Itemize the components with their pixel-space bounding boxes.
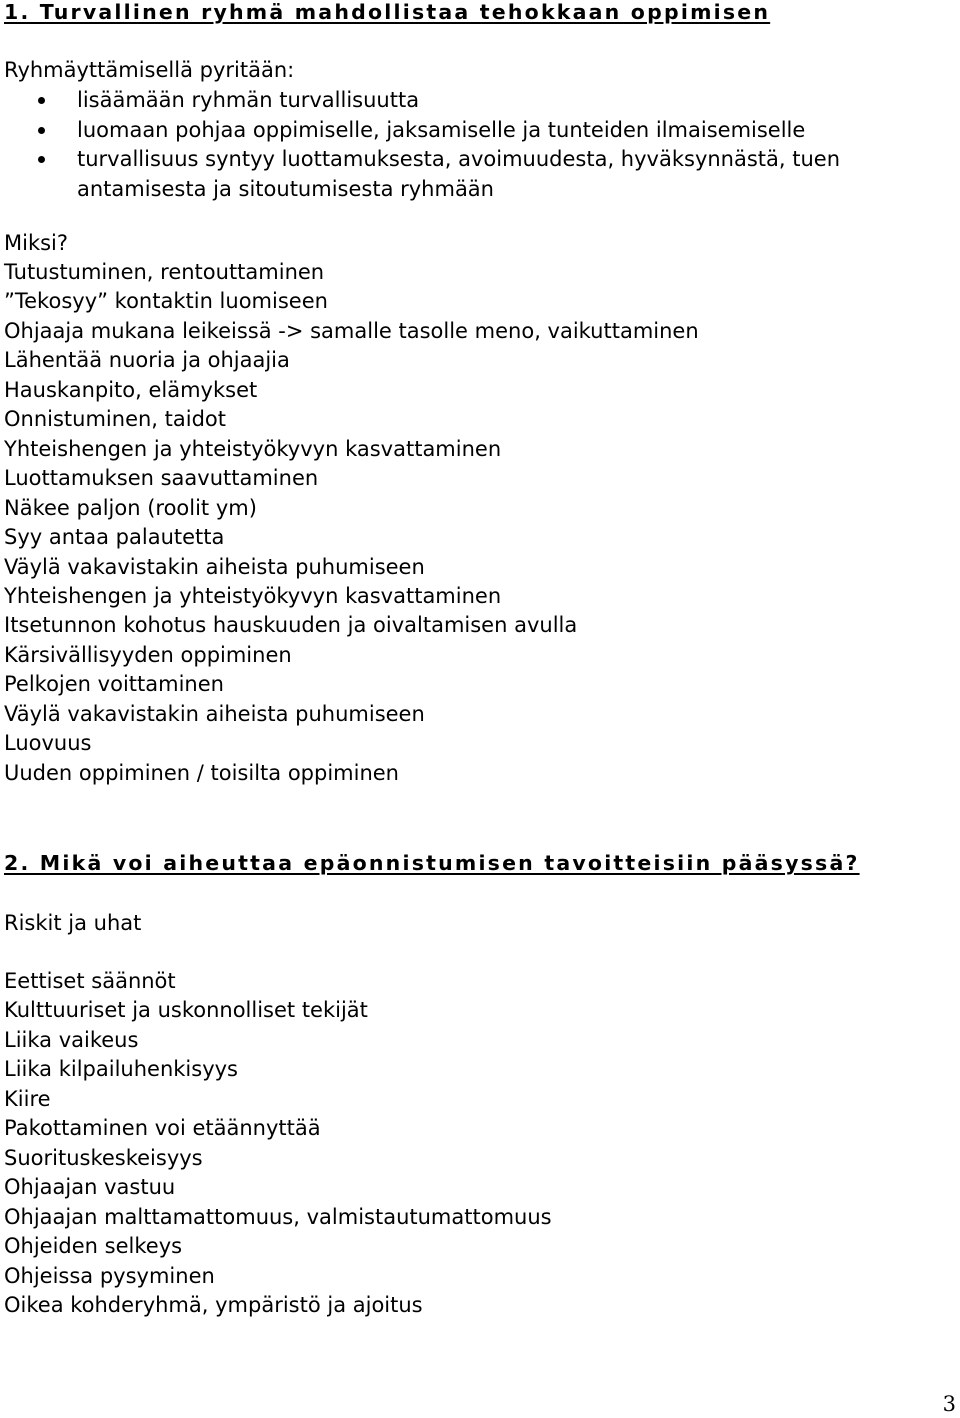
list-item: Pelkojen voittaminen — [4, 672, 224, 697]
list-item: Yhteishengen ja yhteistyökyvyn kasvattaminen — [4, 436, 502, 461]
risks-label: Riskit ja uhat — [4, 911, 142, 935]
list-item: Oikea kohderyhmä, ympäristö ja ajoitus — [4, 1292, 423, 1317]
section-1-intro: Ryhmäyttämisellä pyritään: — [4, 58, 295, 82]
list-item: Pakottaminen voi etäännyttää — [4, 1116, 321, 1141]
list-item: Tutustuminen, rentouttaminen — [4, 260, 325, 284]
list-item: Luottamuksen saavuttaminen — [4, 466, 319, 491]
list-item: Uuden oppiminen / toisilta oppiminen — [4, 760, 399, 785]
risk-list — [4, 967, 552, 1320]
bullet-item — [0, 116, 960, 146]
list-item: Väylä vakavistakin aiheista puhumiseen — [4, 554, 425, 579]
bullet-text: lisäämään ryhmän turvallisuutta — [77, 88, 420, 112]
list-item: ”Tekosyy” kontaktin luomiseen — [4, 289, 328, 314]
page-number: 3 — [942, 1392, 956, 1416]
list-item: Onnistuminen, taidot — [4, 407, 226, 432]
list-item: Ohjeissa pysyminen — [4, 1263, 215, 1288]
section-2-heading: 2. Mikä voi aiheuttaa epäonnistumisen tavoitteisiin pääsyssä? — [4, 851, 860, 875]
list-item: Näkee paljon (roolit ym) — [4, 495, 257, 520]
list-item: Suorituskeskeisyys — [4, 1145, 203, 1170]
list-item: Ohjeiden selkeys — [4, 1234, 183, 1259]
list-item: Itsetunnon kohotus hauskuuden ja oivaltamisen avulla — [4, 613, 578, 638]
bullet-text: luomaan pohjaa oppimiselle, jaksamiselle ja tunteiden ilmaisemiselle — [77, 117, 806, 142]
list-item: Kärsivällisyyden oppiminen — [4, 642, 292, 667]
bullet-text: turvallisuus syntyy luottamuksesta, avoimuudesta, hyväksynnästä, tuen antamisesta ja sitoutumisesta ryhmään — [77, 147, 841, 201]
list-item: Ohjaajan malttamattomuus, valmistautumattomuus — [4, 1204, 552, 1229]
list-item: Ohjaajan vastuu — [4, 1175, 176, 1200]
why-list — [4, 258, 699, 788]
list-item: Väylä vakavistakin aiheista puhumiseen — [4, 701, 425, 726]
why-label: Miksi? — [4, 231, 69, 255]
bullet-icon — [38, 127, 45, 134]
list-item: Syy antaa palautetta — [4, 525, 225, 550]
list-item: Luovuus — [4, 731, 92, 756]
list-item: Kulttuuriset ja uskonnolliset tekijät — [4, 998, 368, 1023]
list-item: Liika kilpailuhenkisyys — [4, 1057, 238, 1082]
list-item: Hauskanpito, elämykset — [4, 377, 258, 402]
list-item: Kiire — [4, 1086, 51, 1111]
bullet-item — [0, 86, 960, 116]
bullet-item — [0, 145, 960, 204]
list-item: Eettiset säännöt — [4, 969, 176, 993]
list-item: Ohjaaja mukana leikeissä -> samalle tasolle meno, vaikuttaminen — [4, 318, 699, 343]
section-1-heading: 1. Turvallinen ryhmä mahdollistaa tehokkaan oppimisen — [4, 0, 771, 24]
list-item: Lähentää nuoria ja ohjaajia — [4, 348, 290, 373]
bullet-icon — [38, 97, 45, 104]
goals-bullet-list — [0, 86, 960, 204]
list-item: Liika vaikeus — [4, 1027, 139, 1052]
list-item: Yhteishengen ja yhteistyökyvyn kasvattaminen — [4, 583, 502, 608]
bullet-icon — [38, 156, 45, 163]
